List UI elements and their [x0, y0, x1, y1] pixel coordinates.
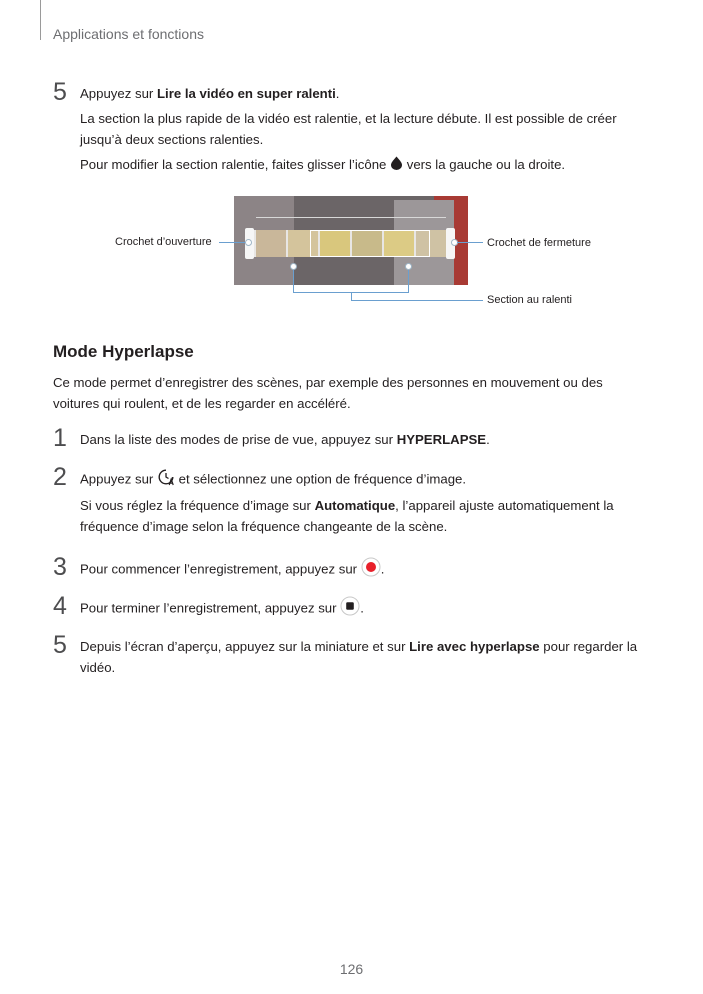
slow-section-box: [310, 230, 430, 257]
record-icon: [361, 557, 381, 583]
page-number: 126: [339, 961, 364, 977]
frame-rate-auto-icon: [157, 468, 175, 492]
drop-icon: [390, 155, 403, 176]
slow-motion-editor-screenshot: [234, 196, 468, 285]
step-hint: Pour modifier la section ralentie, faites glisser l’icône vers la gauche ou la droite.: [80, 154, 650, 176]
label-closing-bracket: Crochet de fermeture: [487, 237, 591, 249]
step-number: 2: [53, 463, 67, 491]
step-number: 5: [53, 631, 67, 659]
section-intro: Ce mode permet d’enregistrer des scènes, par exemple des personnes en mouvement ou des voitures qui roulent, et de les regarder en accéléré.: [53, 375, 603, 411]
header-rule: [40, 0, 41, 40]
label-opening-bracket: Crochet d’ouverture: [115, 236, 212, 248]
section-title: Mode Hyperlapse: [53, 342, 194, 361]
step-description: Si vous réglez la fréquence d’image sur Automatique, l’appareil ajuste automatiquement la fréquence d’image selon la fréquence changeante de la scène.: [80, 498, 614, 534]
slow-section-handle[interactable]: [405, 263, 412, 270]
step-instruction: Depuis l’écran d’aperçu, appuyez sur la miniature et sur Lire avec hyperlapse pour regarder la vidéo.: [80, 639, 638, 675]
callout-dot: [245, 239, 252, 246]
callout-line: [293, 270, 294, 293]
frame-strip: [252, 230, 452, 257]
step-number: 5: [53, 78, 67, 106]
callout-line: [219, 242, 247, 243]
slow-section-handle[interactable]: [290, 263, 297, 270]
step-instruction: Dans la liste des modes de prise de vue, appuyez sur HYPERLAPSE.: [80, 432, 490, 447]
callout-line: [351, 300, 483, 301]
step-instruction: Pour commencer l’enregistrement, appuyez sur .: [80, 557, 650, 583]
frame-thumbnail: [256, 230, 286, 257]
step-number: 4: [53, 592, 67, 620]
callout-line: [457, 242, 483, 243]
step-instruction: Appuyez sur et sélectionnez une option de fréquence d’image.: [80, 468, 650, 492]
step-instruction: Appuyez sur Lire la vidéo en super ralenti.: [80, 86, 340, 101]
label-slow-section: Section au ralenti: [487, 294, 572, 306]
step-number: 1: [53, 424, 67, 452]
step-description: La section la plus rapide de la vidéo est ralentie, et la lecture débute. Il est possible de créer jusqu’à deux sections ralenties.: [80, 111, 617, 147]
running-header: Applications et fonctions: [53, 26, 204, 42]
callout-line: [408, 270, 409, 293]
step-number: 3: [53, 553, 67, 581]
step-instruction: Pour terminer l’enregistrement, appuyez sur .: [80, 596, 650, 622]
stop-icon: [340, 596, 360, 622]
